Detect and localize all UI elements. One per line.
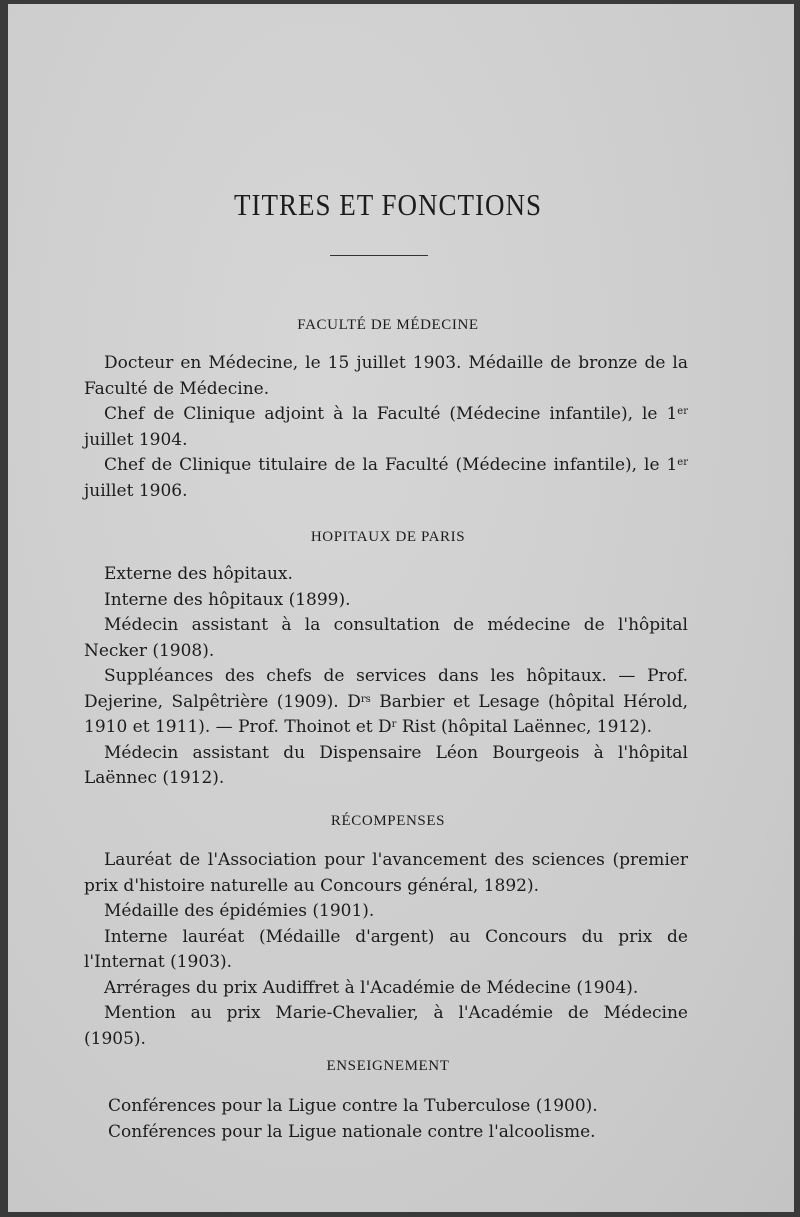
paragraph: Arrérages du prix Audiffret à l'Académie de Médecine (1904). [104, 977, 639, 998]
page-title: TITRES ET FONCTIONS [233, 188, 542, 222]
paragraph: Externe des hôpitaux. [104, 564, 293, 584]
document-page [8, 4, 794, 1212]
section-heading-hopitaux: HOPITAUX DE PARIS [310, 529, 466, 545]
paragraph: Médaille des épidémies (1901). [104, 901, 375, 921]
paragraph: Chef de Clinique adjoint à la Faculté (Médecine infantile), le 1er juillet 1904. [84, 404, 688, 450]
paragraph: Mention au prix Marie-Chevalier, à l'Académie de Médecine (1905). [84, 1003, 688, 1049]
paragraph: Conférences pour la Ligue nationale contre l'alcoolisme. [108, 1121, 596, 1142]
section-hopitaux [84, 562, 688, 792]
paragraph: Interne lauréat (Médaille d'argent) au Concours du prix de l'Internat (1903). [84, 926, 688, 972]
section-faculte [84, 351, 688, 504]
paragraph: Lauréat de l'Association pour l'avancement des sciences (premier prix d'histoire naturelle au Concours général, 1892). [84, 850, 688, 896]
paragraph: Interne des hôpitaux (1899). [104, 589, 351, 610]
section-recompenses [84, 848, 688, 1052]
paragraph: Suppléances des chefs de services dans les hôpitaux. — Prof. Dejerine, Salpêtrière (1909). $D^{rs}$ Barbier et Lesage (hôpital Hérold, 1910 et 1911). — Prof. Thoinot et $D^r$ Rist (hôpital Laënnec, 1912). [84, 666, 688, 737]
paragraph: Conférences pour la Ligue contre la Tuberculose (1900). [108, 1096, 598, 1116]
section-heading-recompenses: RÉCOMPENSES [330, 813, 446, 829]
paragraph: Médecin assistant à la consultation de médecine de l'hôpital Necker (1908). [84, 615, 688, 661]
paragraph: Chef de Clinique titulaire de la Faculté (Médecine infantile), le 1er juillet 1906. [84, 455, 688, 501]
paragraph: Médecin assistant du Dispensaire Léon Bourgeois à l'hôpital Laënnec (1912). [84, 742, 688, 788]
section-heading-faculte: FACULTÉ DE MÉDECINE [297, 317, 479, 333]
section-heading-enseignement: ENSEIGNEMENT [326, 1058, 450, 1074]
title-rule [330, 255, 428, 256]
section-enseignement [84, 1094, 688, 1145]
paragraph: Docteur en Médecine, le 15 juillet 1903. Médaille de bronze de la Faculté de Médecine. [84, 353, 688, 399]
